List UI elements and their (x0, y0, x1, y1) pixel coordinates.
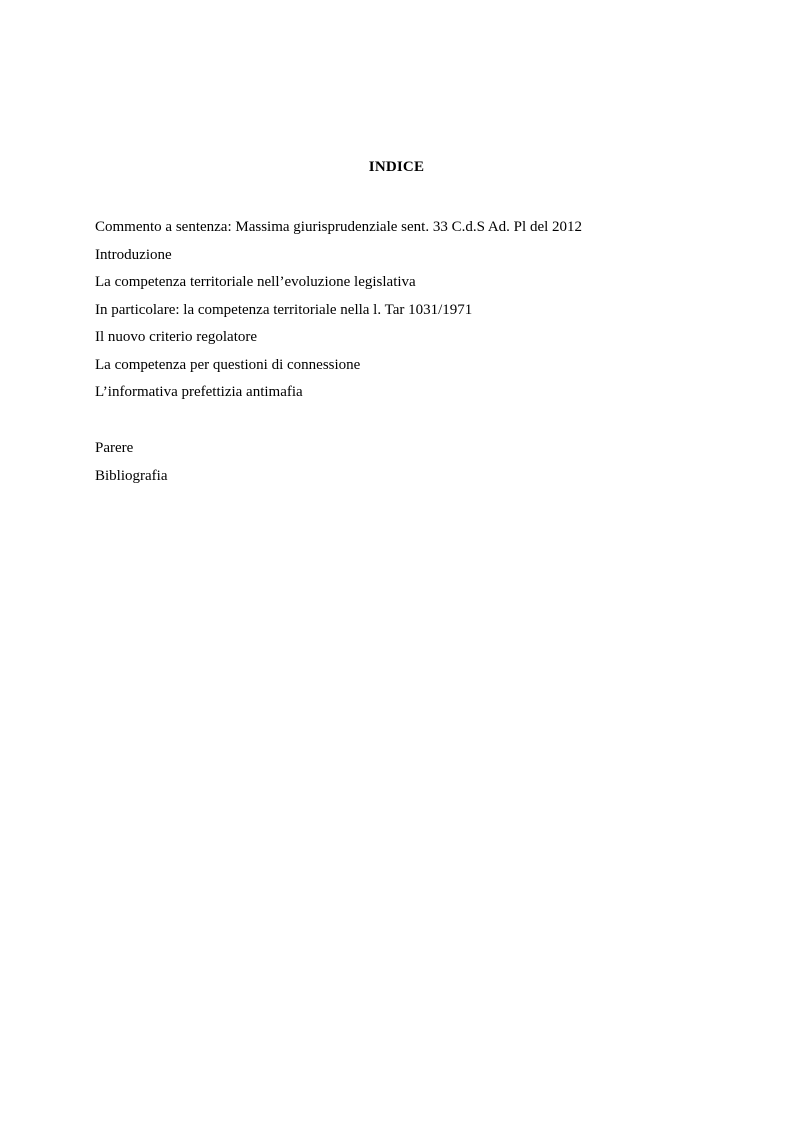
table-of-contents (95, 214, 715, 407)
page-title: INDICE (368, 159, 425, 175)
toc-entry-legge-tar: In particolare: la competenza territoriale nella l. Tar 1031/1971 (95, 301, 473, 318)
toc-entry-criterio-regolatore: Il nuovo criterio regolatore (95, 329, 258, 345)
toc-entry-connessione: La competenza per questioni di connessione (95, 356, 361, 373)
toc-entry-bibliografia: Bibliografia (95, 467, 168, 484)
toc-entry-informativa-antimafia: L’informativa prefettizia antimafia (95, 384, 303, 400)
toc-entry-introduzione: Introduzione (95, 246, 172, 263)
toc-entry-commento: Commento a sentenza: Massima giurisprudenziale sent. 33 C.d.S Ad. Pl del 2012 (95, 219, 583, 235)
toc-entry-evoluzione-legislativa: La competenza territoriale nell’evoluzione legislativa (95, 274, 416, 290)
table-of-contents-appendix (95, 435, 715, 490)
toc-entry-parere: Parere (95, 440, 134, 456)
